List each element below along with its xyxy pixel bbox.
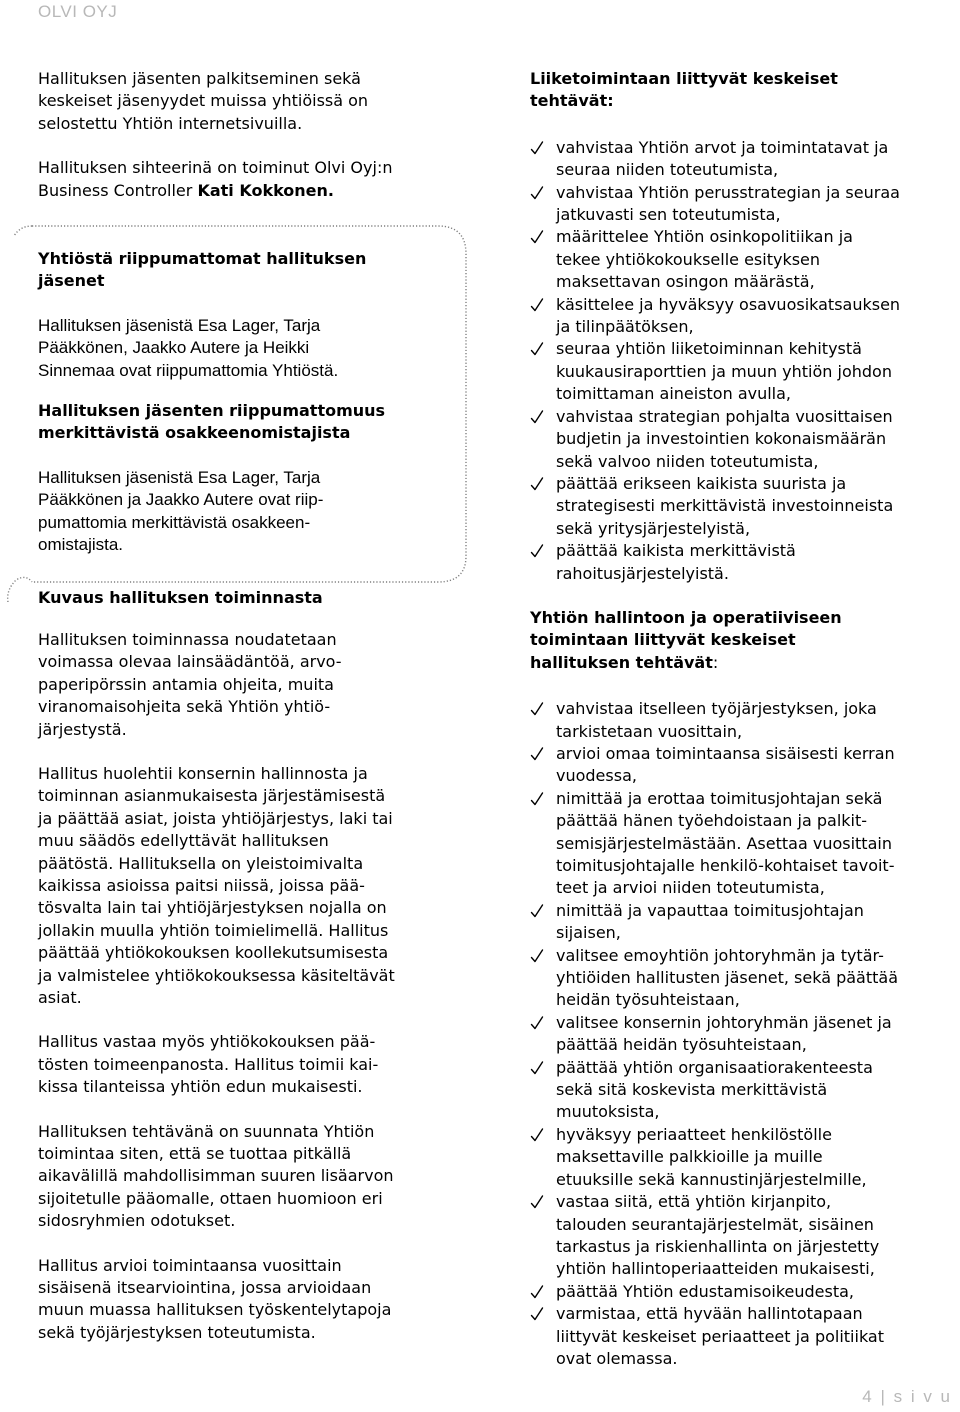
checkmark-icon [530, 1124, 546, 1146]
text-line: kaikissa asioissa paitsi niissä, joissa pää- [38, 875, 365, 895]
list-item [530, 137, 960, 182]
list-item-text [556, 698, 960, 743]
checkmark-icon [530, 1012, 546, 1034]
business-tasks-list [530, 137, 960, 585]
text-line: liittyvät keskeiset periaatteet ja politiikat [556, 1326, 885, 1346]
secretary-paragraph [38, 157, 463, 202]
text-line: sidosryhmien odotukset. [38, 1211, 236, 1231]
body-paragraph [38, 1121, 463, 1233]
body-paragraph [38, 1031, 463, 1098]
text-line: toiminnan asianmukaisesta järjestämisestä [38, 786, 386, 806]
governance-tasks-heading [530, 607, 960, 674]
text-line: kuukausiraporttien ja muun yhtiön johdon [556, 361, 892, 381]
checkmark-icon [530, 1303, 546, 1325]
text-line: ja valmistelee yhtiökokouksessa käsiteltävät [38, 965, 395, 985]
body-paragraph [38, 763, 463, 1009]
text-line: tösten toimeenpanosta. Hallitus toimii kai- [38, 1054, 379, 1074]
list-item-text [556, 743, 960, 788]
heading-colon: : [712, 652, 719, 672]
text-line: Hallitus arvioi toimintaansa vuosittain [38, 1255, 342, 1275]
list-item-text [556, 540, 960, 585]
text-line: maksettaville palkkioille ja muille [556, 1147, 823, 1167]
right-column [530, 68, 960, 1392]
text-line: Hallituksen jäsenistä Esa Lager, Tarja [38, 315, 321, 335]
checkmark-icon [530, 743, 546, 765]
text-line: Yhtiön hallintoon ja operatiiviseen [530, 607, 842, 627]
checkmark-icon [530, 338, 546, 360]
text-line: toimintaan liittyvät keskeiset [530, 630, 796, 650]
text-line: sekä yritysjärjestelyistä, [556, 518, 751, 538]
list-item [530, 226, 960, 293]
text-line: teet ja arvioi niiden toteutumista, [556, 878, 825, 898]
list-item [530, 743, 960, 788]
text-line: yhtiöiden hallitusten jäsenet, sekä päättää [556, 968, 898, 988]
text-line: päättää erikseen kaikista suurista ja [556, 473, 847, 493]
text-line: asiat. [38, 988, 82, 1007]
checkmark-icon [530, 900, 546, 922]
text-line: vahvistaa Yhtiön perusstrategian ja seuraa [556, 182, 900, 202]
body-paragraph [38, 1255, 463, 1345]
text-line: nimittää ja erottaa toimitusjohtajan sekä [556, 788, 883, 808]
list-item [530, 1281, 960, 1303]
checkmark-icon [530, 1281, 546, 1303]
text-line: yhtiön hallintoperiaatteiden mukaisesti, [556, 1259, 875, 1279]
text-line: budjetin ja investointien kokonaismäärän [556, 429, 887, 449]
text-line: sijaisen, [556, 923, 621, 943]
independence-callout [32, 210, 498, 566]
text-line: omistajista. [38, 535, 124, 555]
text-line: vahvistaa Yhtiön arvot ja toimintatavat ja [556, 137, 889, 157]
text-line: viranomaisohjeita sekä Yhtiön yhtiö- [38, 697, 331, 717]
text-line: paperipörssin antamia ohjeita, muita [38, 674, 334, 694]
text-line: strategisesti merkittävistä investoinneista [556, 496, 894, 516]
text-line: varmistaa, että hyvään hallintotapaan [556, 1304, 863, 1324]
text-line: toimittaman aineiston avulla, [556, 384, 792, 404]
checkmark-icon [530, 182, 546, 204]
list-item-text [556, 1191, 960, 1281]
text-line: sisäisenä itsearviointina, jossa arvioidaan [38, 1278, 372, 1298]
page-number: 4 | s i v u [862, 1387, 952, 1406]
callout-frame [2, 210, 472, 602]
text-line: Hallituksen jäsenten palkitseminen sekä [38, 69, 361, 88]
text-line: merkittävistä osakkeenomistajista [38, 423, 351, 443]
text-line: rahoitusjärjestelyistä. [556, 563, 729, 583]
governance-tasks-list [530, 698, 960, 1370]
text-line: muutoksista, [556, 1102, 660, 1122]
list-item-text [556, 945, 960, 1012]
list-item [530, 1303, 960, 1370]
list-item [530, 294, 960, 339]
checkmark-icon [530, 1191, 546, 1213]
list-item-text [556, 1124, 960, 1191]
text-line: Hallituksen sihteerinä on toiminut Olvi Oyj:n [38, 158, 393, 178]
text-line: tösvalta lain tai yhtiöjärjestyksen nojalla on [38, 898, 387, 918]
text-line: vuodessa, [556, 766, 637, 786]
text-line: sekä valvoo niiden toteutumista, [556, 451, 819, 471]
list-item-text [556, 788, 960, 900]
text-line: järjestystä. [38, 719, 127, 739]
text-line: tekee yhtiökokoukselle esityksen [556, 249, 821, 269]
text-line: Liiketoimintaan liittyvät keskeiset [530, 69, 838, 88]
text-line: päättää yhtiön organisaatiorakenteesta [556, 1057, 873, 1077]
list-item-text [556, 900, 960, 945]
list-item-text [556, 1281, 960, 1303]
list-item [530, 945, 960, 1012]
text-line: Pääkkönen ja Jaakko Autere ovat riip- [38, 490, 324, 510]
text-line: Hallitus huolehtii konsernin hallinnosta ja [38, 763, 368, 783]
text-line: maksettavan osingon määrästä, [556, 272, 815, 292]
text-line: muu säädös edellyttävät hallituksen [38, 831, 329, 851]
text-line: jäsenet [38, 271, 105, 291]
intro-paragraph [38, 68, 463, 135]
text-line: ja tilinpäätöksen, [556, 317, 694, 337]
text-line: sijoitetulle pääomalle, ottaen huomioon eri [38, 1188, 383, 1208]
list-item-text [556, 1057, 960, 1124]
text-line: hyväksyy periaatteet henkilöstölle [556, 1124, 832, 1144]
checkmark-icon [530, 788, 546, 810]
list-item [530, 473, 960, 540]
text-line: nimittää ja vapauttaa toimitusjohtajan [556, 900, 864, 920]
checkmark-icon [530, 406, 546, 428]
text-line: vastaa siitä, että yhtiön kirjanpito, [556, 1192, 832, 1212]
text-line: jollakin muulla yhtiön toimielimellä. Hallitus [38, 920, 389, 940]
list-item-text [556, 294, 960, 339]
text-line: sekä työjärjestyksen toteutumista. [38, 1322, 316, 1342]
text-line: toimintaa siten, että se tuottaa pitkällä [38, 1144, 352, 1164]
list-item [530, 406, 960, 473]
checkmark-icon [530, 540, 546, 562]
text-line: arvioi omaa toimintaansa sisäisesti kerran [556, 743, 895, 763]
text-line: heidän työsuhteistaan, [556, 990, 740, 1010]
list-item [530, 788, 960, 900]
text-line: ja päättää asiat, joista yhtiöjärjestys, laki tai [38, 808, 393, 828]
checkmark-icon [530, 137, 546, 159]
text-line: Pääkkönen, Jaakko Autere ja Heikki [38, 338, 310, 358]
checkmark-icon [530, 473, 546, 495]
secretary-name: Kati Kokkonen. [197, 180, 334, 200]
text-line: Hallituksen jäsenten riippumattomuus [38, 401, 386, 421]
list-item [530, 540, 960, 585]
list-item-text [556, 338, 960, 405]
list-item-text [556, 1012, 960, 1057]
text-line: keskeiset jäsenyydet muissa yhtiöissä on [38, 91, 369, 111]
text-line: vahvistaa itselleen työjärjestyksen, joka [556, 699, 877, 719]
text-line: valitsee emoyhtiön johtoryhmän ja tytär- [556, 945, 884, 965]
company-header: OLVI OYJ [38, 2, 118, 21]
text-line: päättää hänen työehdoistaan ja palkit- [556, 811, 868, 831]
text-line: Yhtiöstä riippumattomat hallituksen [38, 249, 367, 269]
text-line: Business Controller [38, 180, 198, 200]
list-item [530, 1057, 960, 1124]
body-paragraph [38, 629, 463, 741]
list-item [530, 182, 960, 227]
text-line: semisjärjestelmästään. Asettaa vuosittain [556, 833, 892, 853]
text-line: Hallituksen toiminnassa noudatetaan [38, 629, 337, 649]
text-line: muun muassa hallituksen työskentelytapoja [38, 1300, 392, 1320]
text-line: Hallitus vastaa myös yhtiökokouksen pää- [38, 1032, 376, 1052]
text-line: selostettu Yhtiön internetsivuilla. [38, 113, 303, 133]
text-line: määrittelee Yhtiön osinkopolitiikan ja [556, 227, 853, 247]
business-tasks-heading [530, 68, 960, 113]
checkmark-icon [530, 226, 546, 248]
list-item-text [556, 1303, 960, 1370]
text-line: päättää heidän työsuhteistaan, [556, 1035, 807, 1055]
text-line: jatkuvasti sen toteutumista, [556, 205, 781, 225]
text-line: pumattomia merkittävistä osakkeen- [38, 512, 311, 532]
list-item-text [556, 473, 960, 540]
text-line: päätöstä. Hallituksella on yleistoimivalta [38, 853, 364, 873]
text-line: päättää Yhtiön edustamisoikeudesta, [556, 1281, 854, 1301]
list-item-text [556, 182, 960, 227]
text-line: Hallituksen jäsenistä Esa Lager, Tarja [38, 467, 321, 487]
text-line: etuuksille sekä kannustinjärjestelmille, [556, 1169, 867, 1189]
text-line: kissa tilanteissa yhtiön edun mukaisesti. [38, 1077, 363, 1097]
text-line: seuraa niiden toteutumista, [556, 160, 779, 180]
text-line: seuraa yhtiön liiketoiminnan kehitystä [556, 339, 862, 359]
text-line: tarkastus ja riskienhallinta on järjestetty [556, 1236, 880, 1256]
list-item [530, 1012, 960, 1057]
text-line: käsittelee ja hyväksyy osavuosikatsauksen [556, 294, 901, 314]
checkmark-icon [530, 1057, 546, 1079]
text-line: valitsee konsernin johtoryhmän jäsenet ja [556, 1012, 892, 1032]
list-item [530, 698, 960, 743]
checkmark-icon [530, 294, 546, 316]
text-line: ovat olemassa. [556, 1348, 678, 1368]
text-line: vahvistaa strategian pohjalta vuosittaisen [556, 406, 893, 426]
text-line: päättää kaikista merkittävistä [556, 541, 796, 561]
text-line: voimassa olevaa lainsäädäntöä, arvo- [38, 652, 342, 672]
list-item-text [556, 226, 960, 293]
checkmark-icon [530, 945, 546, 967]
text-line: Hallituksen tehtävänä on suunnata Yhtiön [38, 1121, 375, 1141]
text-line: Sinnemaa ovat riippumattomia Yhtiöstä. [38, 360, 339, 380]
text-line: talouden seurantajärjestelmät, sisäinen [556, 1214, 874, 1234]
text-line: tarkistetaan vuosittain, [556, 721, 743, 741]
text-line: hallituksen tehtävät [530, 652, 713, 672]
text-line: toimitusjohtajalle henkilö-kohtaiset tavoit- [556, 856, 895, 875]
left-column [38, 68, 463, 1366]
list-item-text [556, 406, 960, 473]
checkmark-icon [530, 698, 546, 720]
text-line: päättää yhtiökokouksen koollekutsumisesta [38, 943, 389, 963]
list-item [530, 1124, 960, 1191]
text-line: aikavälillä mahdollisimman suuren lisäarvon [38, 1166, 394, 1186]
text-line: sekä sitä koskevista merkittävistä [556, 1080, 828, 1100]
list-item-text [556, 137, 960, 182]
list-item [530, 900, 960, 945]
list-item [530, 1191, 960, 1281]
board-operations-heading: Kuvaus hallituksen toiminnasta [38, 587, 323, 607]
list-item [530, 338, 960, 405]
text-line: tehtävät: [530, 91, 614, 111]
